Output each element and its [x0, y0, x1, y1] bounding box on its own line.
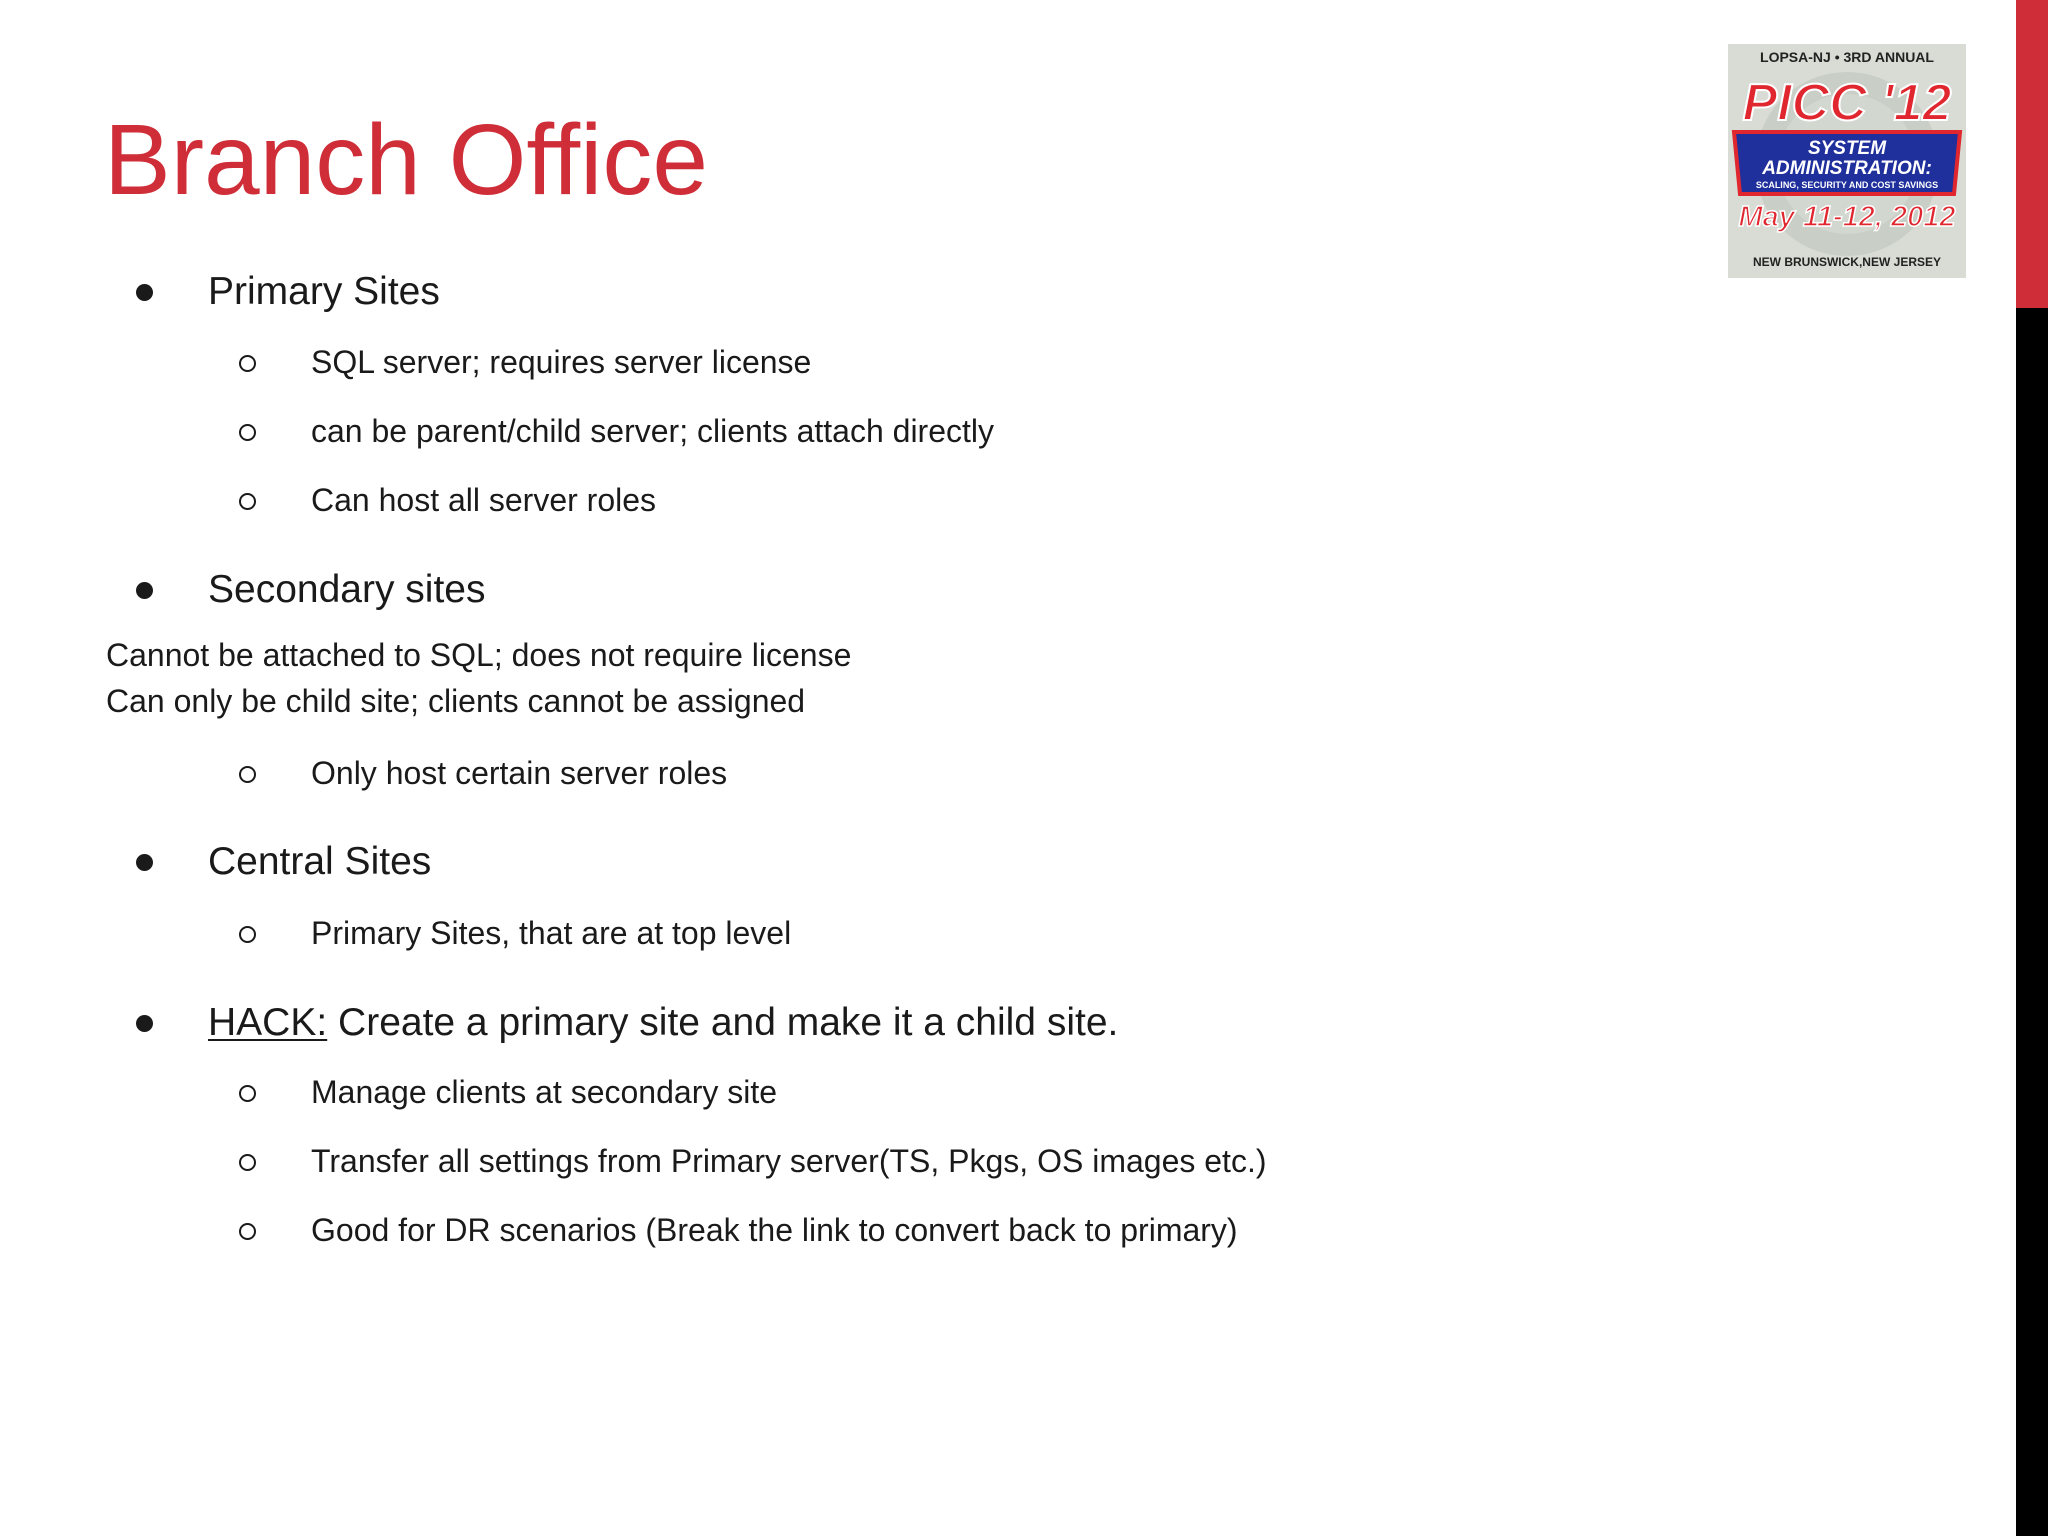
- bullet-ring: [239, 424, 256, 441]
- right-side-bar: [2016, 0, 2048, 1536]
- logo-line-3: SYSTEM: [1807, 138, 1887, 159]
- bullet-ring: [239, 1223, 256, 1240]
- bullet-ring: [239, 926, 256, 943]
- section-heading-secondary: Secondary sites: [208, 568, 486, 611]
- note-line: Can only be child site; clients cannot be assigned: [106, 683, 806, 719]
- logo-line-5: SCALING, SECURITY AND COST SAVINGS: [1755, 180, 1939, 190]
- bullet-dot: [136, 284, 153, 301]
- list-item: Good for DR scenarios (Break the link to convert back to primary): [311, 1212, 1238, 1248]
- list-item: Can host all server roles: [311, 482, 657, 518]
- bullet-dot: [136, 1015, 153, 1032]
- hack-text: Create a primary site and make it a child site.: [327, 1001, 1119, 1044]
- section-heading-hack: [208, 1001, 1118, 1045]
- bullet-ring: [239, 1154, 256, 1171]
- list-item: SQL server; requires server license: [311, 344, 812, 380]
- logo-line-2: PICC '12: [1742, 74, 1952, 132]
- side-bar-accent: [2016, 0, 2048, 308]
- logo-line-6: May 11-12, 2012: [1738, 201, 1956, 233]
- list-item: Primary Sites, that are at top level: [311, 915, 792, 951]
- list-item: can be parent/child server; clients attach directly: [311, 413, 994, 449]
- bullet-ring: [239, 1085, 256, 1102]
- bullet-dot: [136, 582, 153, 599]
- bullet-ring: [239, 766, 256, 783]
- list-item: Manage clients at secondary site: [311, 1074, 778, 1110]
- slide-title: Branch Office: [104, 104, 709, 216]
- note-line: Cannot be attached to SQL; does not require license: [106, 637, 852, 673]
- bullet-ring: [239, 355, 256, 372]
- logo-line-1: LOPSA-NJ • 3RD ANNUAL: [1760, 49, 1934, 65]
- bullet-dot: [136, 854, 153, 871]
- hack-label: HACK:: [208, 1001, 328, 1044]
- list-item: Transfer all settings from Primary server(TS, Pkgs, OS images etc.): [311, 1143, 1267, 1179]
- list-item: Only host certain server roles: [311, 755, 728, 791]
- logo-line-4: ADMINISTRATION:: [1762, 158, 1932, 179]
- logo-line-7: NEW BRUNSWICK,NEW JERSEY: [1752, 255, 1942, 269]
- section-heading-central: Central Sites: [208, 840, 432, 883]
- section-heading-primary: Primary Sites: [208, 270, 440, 313]
- bullet-ring: [239, 493, 256, 510]
